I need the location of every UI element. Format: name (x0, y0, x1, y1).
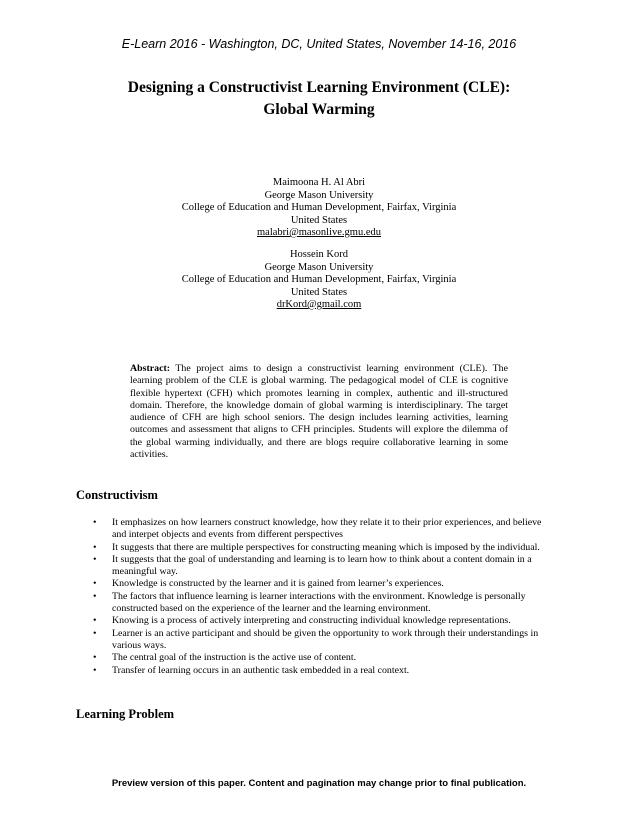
author-block-1 (0, 177, 638, 240)
author-country: United States (290, 214, 348, 226)
bullet-icon: • (93, 627, 97, 639)
bullet-icon: • (93, 578, 97, 590)
bullet-icon: • (93, 615, 97, 627)
author-college: College of Education and Human Development, Fairfax, Virginia (181, 202, 457, 213)
abstract-label: Abstract: (130, 363, 171, 374)
list-item (93, 652, 551, 664)
bullet-icon: • (93, 664, 97, 676)
author-email-link[interactable]: malabri@masonlive.gmu.edu (257, 227, 381, 238)
list-item (93, 517, 551, 542)
list-item (93, 591, 551, 616)
paper-title-line-1: Designing a Constructivist Learning Environment (CLE): (127, 79, 511, 96)
bullet-icon: • (93, 553, 97, 565)
author-name: Maimoona H. Al Abri (272, 177, 366, 188)
bullet-icon: • (93, 590, 97, 602)
list-item-text: Transfer of learning occurs in an authentic task embedded in a real context. (112, 664, 410, 676)
list-item (93, 578, 551, 590)
author-email-link[interactable]: drKord@gmail.com (276, 299, 362, 310)
author-block-2 (0, 249, 638, 312)
list-item (93, 665, 551, 677)
abstract-text: The project aims to design a constructivist learning environment (CLE). The learning problem of the CLE is global warming. The pedagogical model of CLE is cognitive flexible hypertext (CFH) which promotes learning in complex, authentic and ill-structured domain. Therefore, the knowledge domain of global warming is interdisciplinary. The target audience of CFH are high school seniors. The design includes learning activities, learning outcomes and assessment that aligns to CFH principles. Students will explore the dilemma of the global warming individually, and there are blogs require collaborative learning in some activities. (130, 363, 508, 461)
list-item (93, 628, 551, 653)
author-university: George Mason University (264, 189, 374, 201)
list-item-text: It suggests that the goal of understanding and learning is to learn how to think about a content domain in a meaningful way. (112, 553, 532, 578)
abstract (130, 363, 508, 461)
bullet-icon: • (93, 517, 97, 528)
list-item-text: It emphasizes on how learners construct knowledge, how they relate it to their prior experiences, and believe and interpet objects and events from different perspectives (112, 517, 542, 541)
list-item-text: Learner is an active participant and should be given the opportunity to work through their understandings in various ways. (112, 627, 539, 651)
paper-title-line-2: Global Warming (263, 101, 375, 118)
list-item-text: The factors that influence learning is learner interactions with the environment. Knowledge is personally constructed based on the experience of the learner and the learning environment. (112, 590, 526, 615)
list-item (93, 554, 551, 579)
list-item-text: The central goal of the instruction is the active use of content. (112, 652, 357, 664)
list-item-text: It suggests that there are multiple perspectives for constructing meaning which is imposed by the individual. (112, 541, 540, 553)
section-heading-learning-problem: Learning Problem (76, 707, 175, 721)
author-university: George Mason University (264, 261, 374, 273)
author-country: United States (290, 286, 348, 298)
author-name: Hossein Kord (289, 249, 349, 260)
conference-header: E-Learn 2016 - Washington, DC, United States, November 14-16, 2016 (121, 37, 517, 51)
bullet-icon: • (93, 652, 97, 664)
constructivism-bullet-list (93, 517, 551, 677)
list-item-text: Knowledge is constructed by the learner and it is gained from learner’s experiences. (112, 578, 444, 590)
author-college: College of Education and Human Development, Fairfax, Virginia (181, 274, 457, 285)
list-item (93, 542, 551, 554)
list-item (93, 615, 551, 627)
section-heading-constructivism: Constructivism (76, 488, 158, 502)
bullet-icon: • (93, 541, 97, 553)
preview-notice-footer: Preview version of this paper. Content and pagination may change prior to final publication. (111, 778, 527, 789)
list-item-text: Knowing is a process of actively interpreting and constructing individual knowledge representations. (112, 615, 511, 627)
